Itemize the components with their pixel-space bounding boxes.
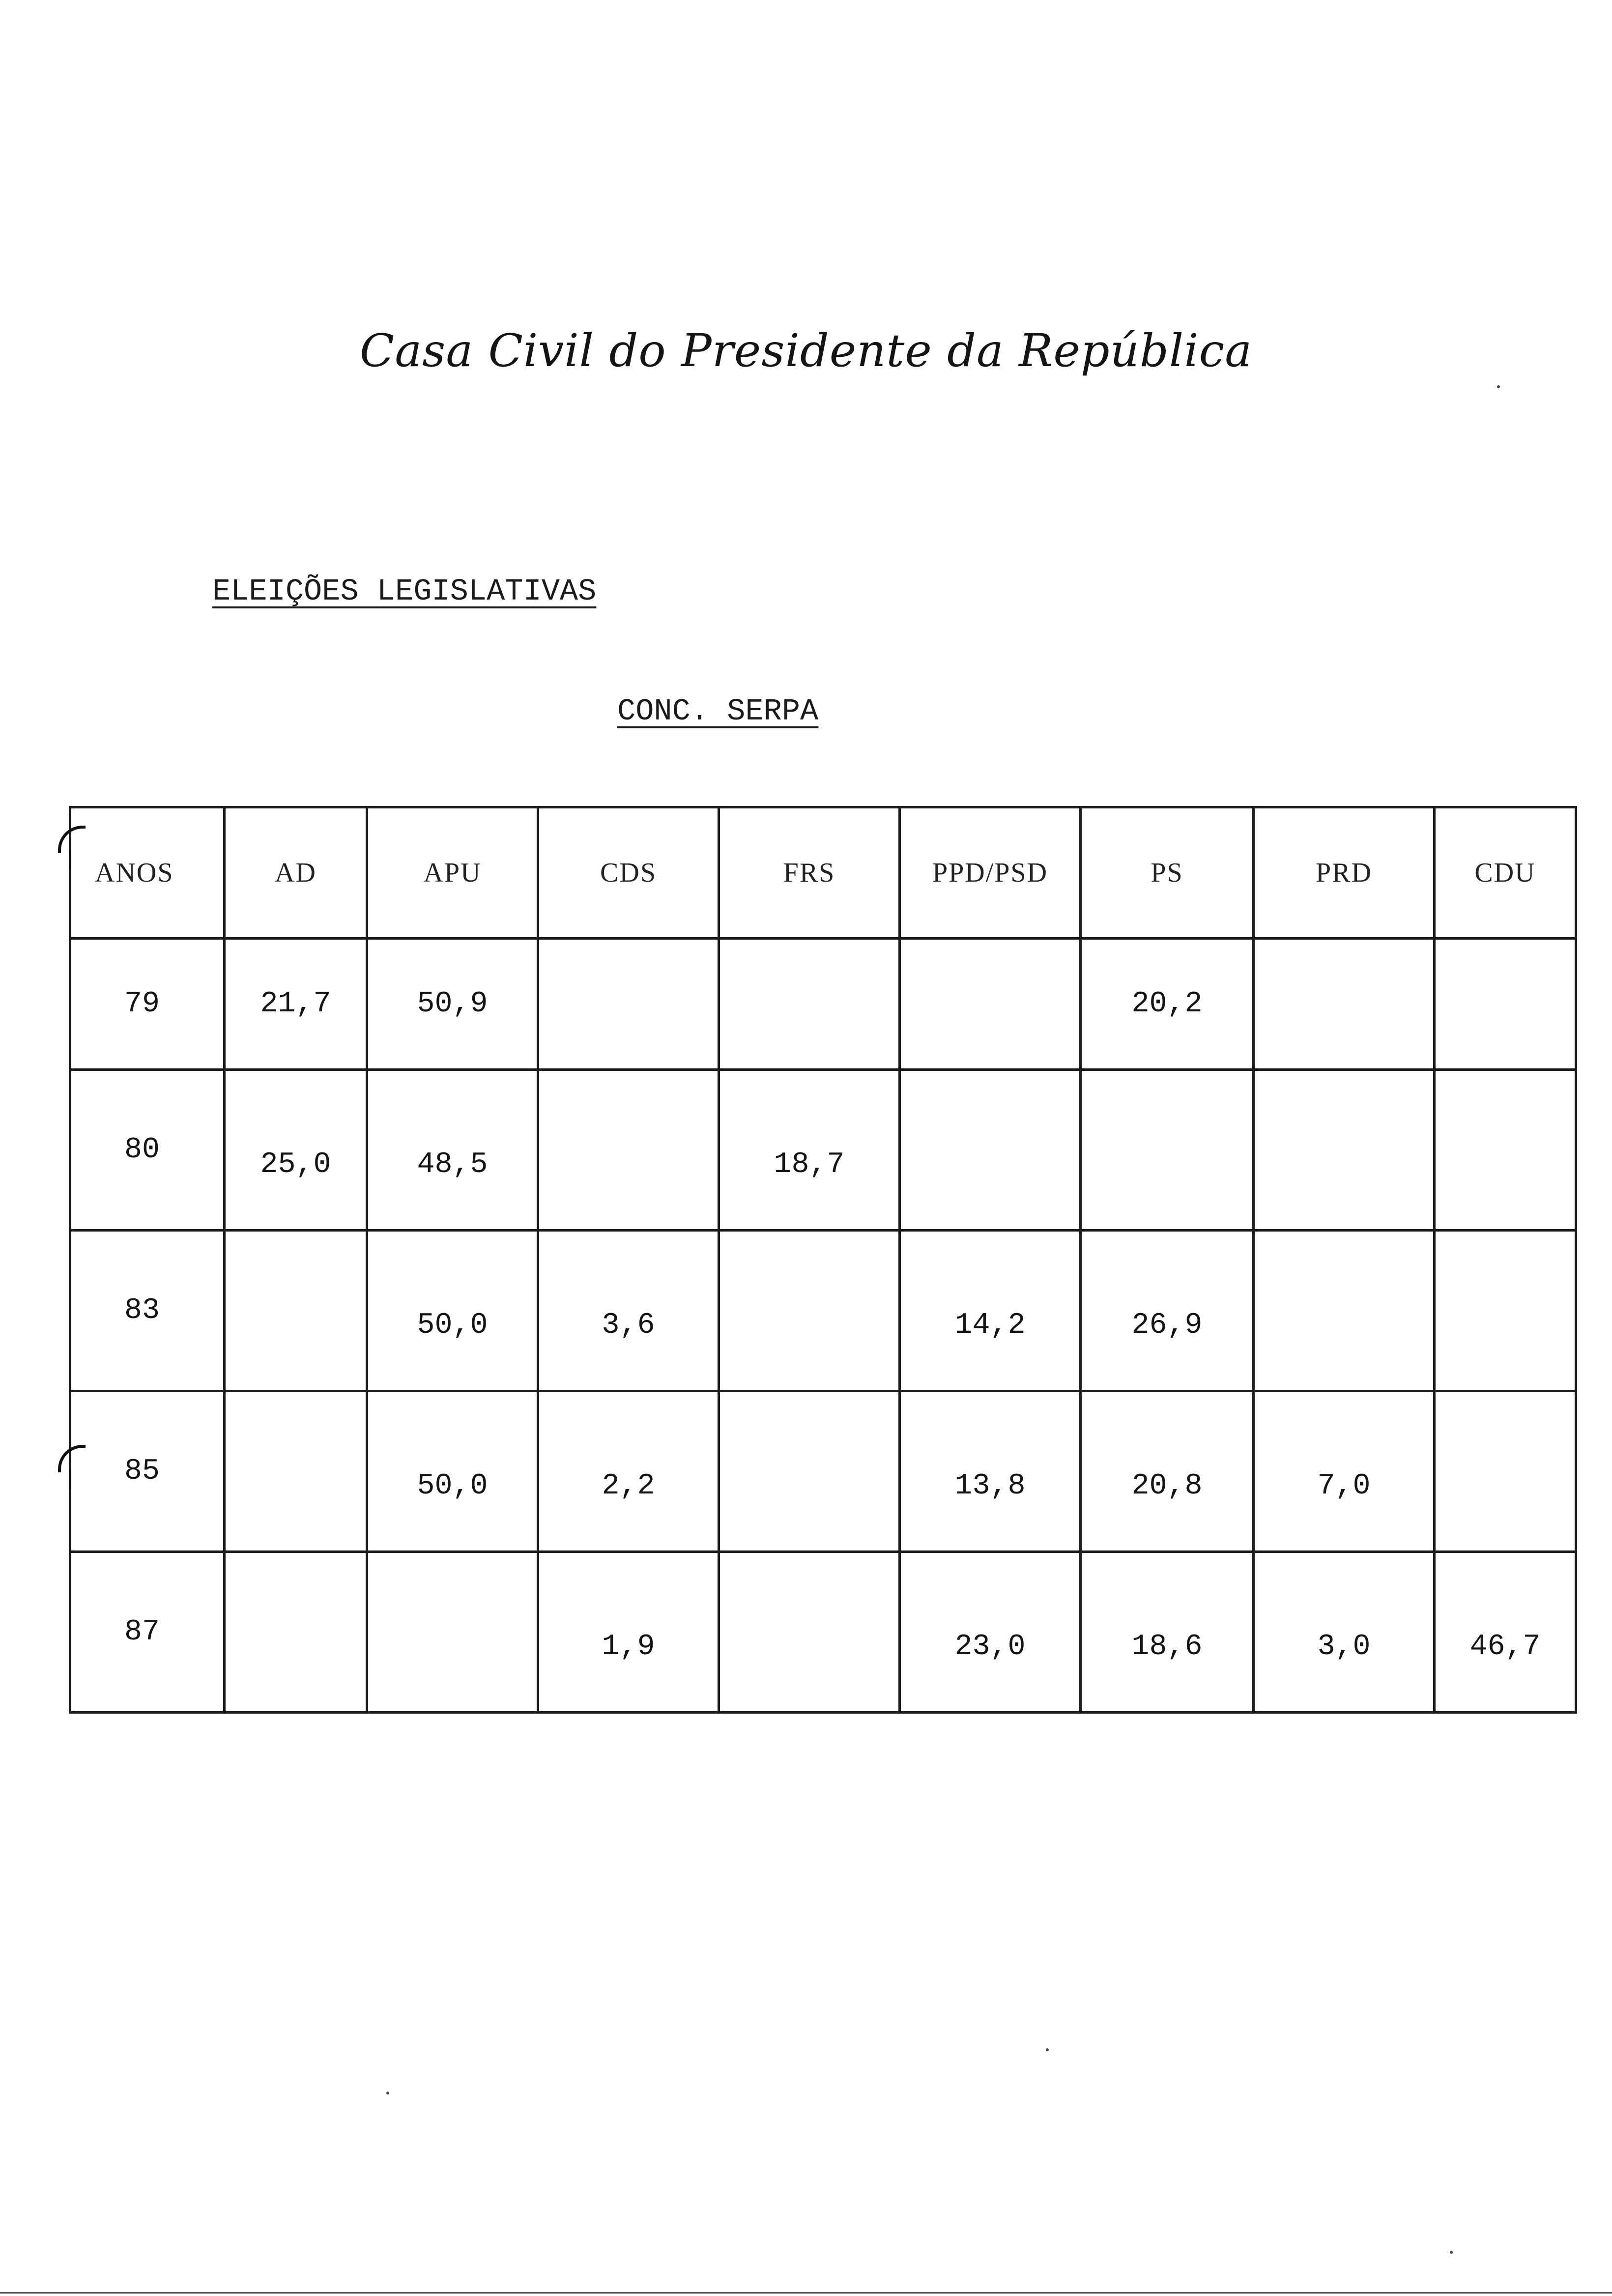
table-cell <box>1254 1231 1435 1391</box>
table-cell: 13,8 <box>900 1391 1081 1552</box>
table-cell: 23,0 <box>900 1552 1081 1713</box>
page-subtitle: CONC. SERPA <box>617 694 819 729</box>
table-cell <box>1435 1070 1576 1231</box>
table-cell: 14,2 <box>900 1231 1081 1391</box>
column-header-cds: CDS <box>538 807 719 939</box>
table-cell <box>1254 939 1435 1070</box>
table-cell <box>1254 1070 1435 1231</box>
year-cell: 83 <box>70 1231 225 1391</box>
column-header-prd: PRD <box>1254 807 1435 939</box>
column-header-cdu: CDU <box>1435 807 1576 939</box>
column-header-anos: ANOS <box>70 807 225 939</box>
year-cell: 85 <box>70 1391 225 1552</box>
table-cell <box>225 1552 367 1713</box>
page-title: ELEIÇÕES LEGISLATIVAS <box>212 574 597 609</box>
table-cell <box>225 1231 367 1391</box>
table-cell <box>1435 1391 1576 1552</box>
year-cell: 79 <box>70 939 225 1070</box>
table-cell: 20,8 <box>1081 1391 1254 1552</box>
table-cell: 20,2 <box>1081 939 1254 1070</box>
scan-speck <box>386 2092 389 2095</box>
table-cell: 3,0 <box>1254 1552 1435 1713</box>
table-cell: 2,2 <box>538 1391 719 1552</box>
table-header-row <box>70 807 1576 939</box>
table-cell <box>1435 939 1576 1070</box>
scan-edge-line <box>0 2292 1612 2294</box>
table-cell <box>900 939 1081 1070</box>
year-cell: 87 <box>70 1552 225 1713</box>
table-cell: 21,7 <box>225 939 367 1070</box>
binder-hole-stem-top <box>69 850 71 870</box>
table-cell <box>900 1070 1081 1231</box>
table-cell <box>538 939 719 1070</box>
column-header-apu: APU <box>367 807 538 939</box>
table-cell <box>719 1231 900 1391</box>
table-cell: 50,0 <box>367 1231 538 1391</box>
letterhead: Casa Civil do Presidente da República <box>359 324 1253 377</box>
table-row <box>70 1231 1576 1391</box>
table-cell <box>367 1552 538 1713</box>
scan-speck <box>1450 2251 1453 2254</box>
table-cell: 48,5 <box>367 1070 538 1231</box>
table-cell: 18,7 <box>719 1070 900 1231</box>
table-cell <box>719 1391 900 1552</box>
table-cell <box>538 1070 719 1231</box>
column-header-frs: FRS <box>719 807 900 939</box>
binder-hole-mark-bottom <box>58 1445 86 1472</box>
column-header-ps: PS <box>1081 807 1254 939</box>
year-cell: 80 <box>70 1070 225 1231</box>
table-cell: 46,7 <box>1435 1552 1576 1713</box>
table-cell: 18,6 <box>1081 1552 1254 1713</box>
table-cell <box>225 1391 367 1552</box>
table-cell <box>719 939 900 1070</box>
table-cell: 50,0 <box>367 1391 538 1552</box>
table-cell: 25,0 <box>225 1070 367 1231</box>
table-cell: 26,9 <box>1081 1231 1254 1391</box>
binder-hole-stem-bottom <box>69 1469 71 1489</box>
table-row <box>70 939 1576 1070</box>
table-cell <box>1081 1070 1254 1231</box>
table-cell: 1,9 <box>538 1552 719 1713</box>
election-results-table <box>69 806 1577 1714</box>
column-header-ppd-psd: PPD/PSD <box>900 807 1081 939</box>
scan-speck <box>1046 2048 1049 2051</box>
scan-speck <box>1497 385 1500 388</box>
table-cell <box>719 1552 900 1713</box>
table-row <box>70 1552 1576 1713</box>
table-cell: 3,6 <box>538 1231 719 1391</box>
table-row <box>70 1391 1576 1552</box>
table-cell: 50,9 <box>367 939 538 1070</box>
table-row <box>70 1070 1576 1231</box>
table-cell <box>1435 1231 1576 1391</box>
column-header-ad: AD <box>225 807 367 939</box>
binder-hole-mark-top <box>58 826 86 853</box>
table-cell: 7,0 <box>1254 1391 1435 1552</box>
